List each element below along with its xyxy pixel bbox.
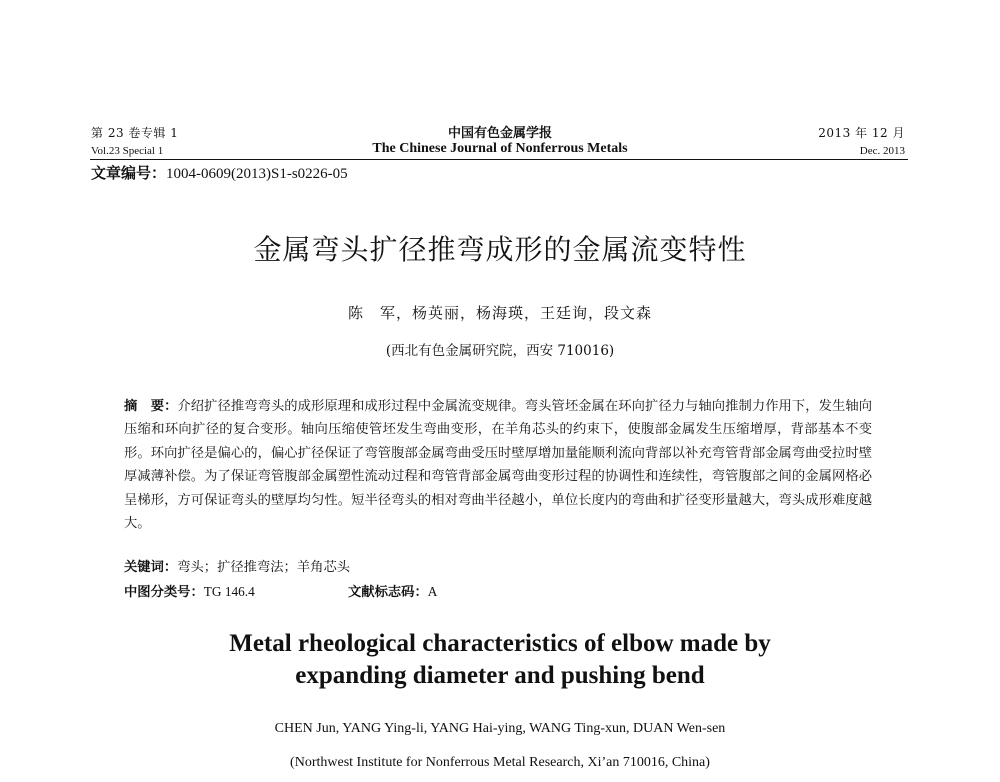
header-rule xyxy=(90,159,908,160)
header-date-cn: 2013 年 12 月 xyxy=(818,126,905,140)
classification-label: 中图分类号： xyxy=(124,585,204,600)
abstract-label: 摘 要： xyxy=(124,399,178,414)
article-number-value: 1004-0609(2013)S1-s0226-05 xyxy=(166,166,348,182)
title-en-line1: Metal rheological characteristics of elbow made by xyxy=(229,630,771,657)
document-code-label: 文献标志码： xyxy=(348,585,428,600)
authors-en: CHEN Jun, YANG Ying-li, YANG Hai-ying, WANG Ting-xun, DUAN Wen-sen xyxy=(274,721,726,736)
keywords-label: 关键词： xyxy=(124,560,178,575)
authors-cn: 陈 军，杨英丽，杨海瑛，王廷询，段文森 xyxy=(347,304,652,322)
article-number xyxy=(91,162,348,183)
header-volume-en: Vol.23 Special 1 xyxy=(91,145,164,157)
abstract-text: 介绍扩径推弯弯头的成形原理和成形过程中金属流变规律。弯头管坯金属在环向扩径力与轴向推制力作用下，发生轴向压缩和环向扩径的复合变形。轴向压缩使管坯发生弯曲变形，在羊角芯头的约束下，使腹部金属发生压缩增厚，背部基本不变形。环向扩径是偏心的，偏心扩径保证了弯管腹部金属弯曲受压时壁厚增加量能顺利流向背部以补充弯管背部金属弯曲受拉时壁厚减薄补偿。为了保证弯管腹部金属塑性流动过程和弯管背部金属弯曲变形过程的协调性和连续性，弯管腹部之间的金属网格必呈梯形，方可保证弯头的壁厚均匀性。短半径弯头的相对弯曲半径越小，单位长度内的弯曲和扩径变形量越大，弯头成形难度越大。 xyxy=(124,399,873,532)
article-number-label: 文章编号： xyxy=(91,164,167,182)
document-code-value: A xyxy=(427,584,438,599)
header-volume-cn: 第 23 卷专辑 1 xyxy=(91,126,179,140)
classification-value: TG 146.4 xyxy=(203,584,255,599)
keywords-value: 弯头；扩径推弯法；羊角芯头 xyxy=(177,560,351,575)
title-en-line2: expanding diameter and pushing bend xyxy=(295,662,705,689)
classification xyxy=(124,581,255,600)
keywords xyxy=(124,556,350,575)
header-date-en: Dec. 2013 xyxy=(859,145,905,157)
title-en xyxy=(0,628,1000,692)
abstract-cn xyxy=(124,395,872,535)
header-journal-cn: 中国有色金属学报 xyxy=(447,126,552,141)
affiliation-cn: (西北有色金属研究院，西安 710016) xyxy=(385,343,615,359)
document-code xyxy=(348,581,437,600)
title-cn: 金属弯头扩径推弯成形的金属流变特性 xyxy=(253,233,747,266)
header-journal-en: The Chinese Journal of Nonferrous Metals xyxy=(372,141,628,156)
affiliation-en: (Northwest Institute for Nonferrous Metal Research, Xi’an 710016, China) xyxy=(290,755,710,770)
